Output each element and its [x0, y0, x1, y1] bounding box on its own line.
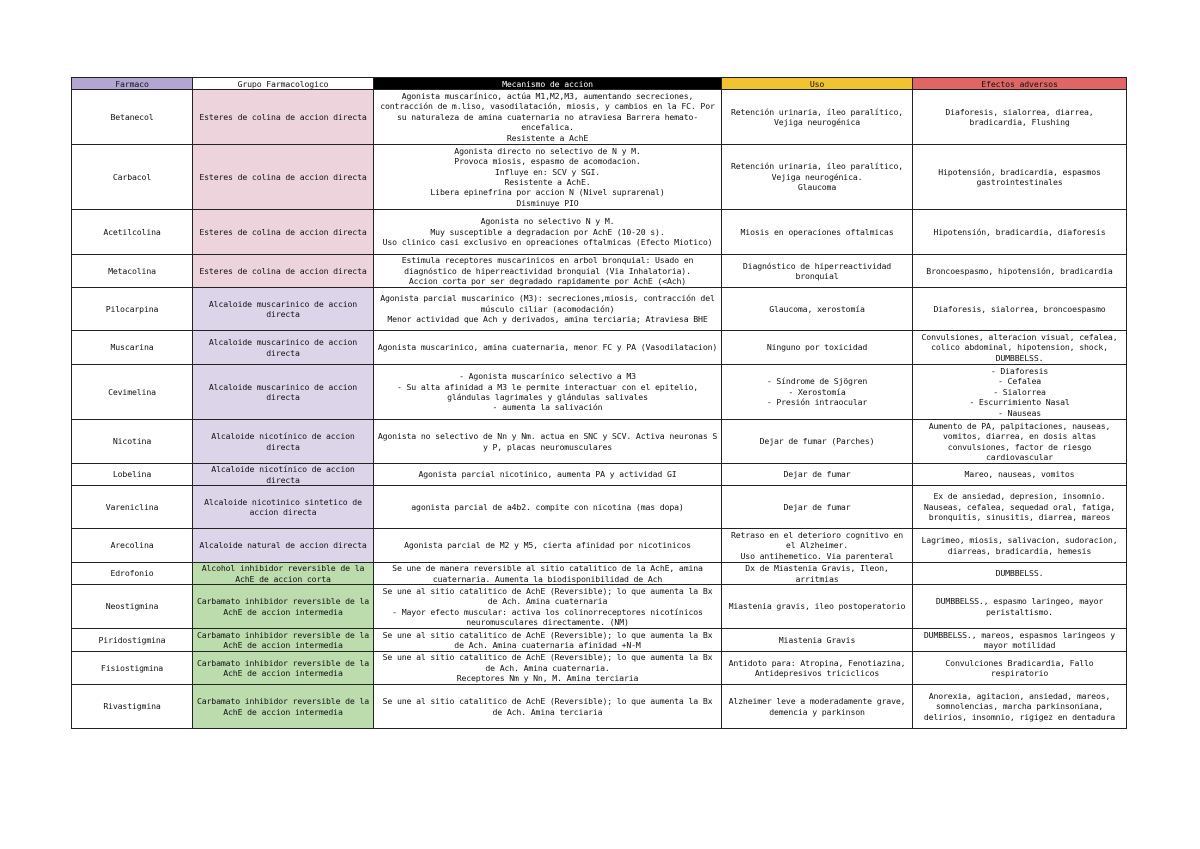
drug-adverse-effects: Convulciones Bradicardia, Fallo respiratorio	[913, 652, 1127, 685]
drug-group: Carbamato inhibidor reversible de la AchE de accion intermedia	[193, 585, 374, 629]
drug-mechanism: Agonista muscarínico, actúa M1,M2,M3, aumentando secreciones, contracción de m.liso, vasodilatación, miosis, y cambios en la FC. Por su naturaleza de amina cuaternaria no atraviesa Barrera hemato-encefalica. Resistente a AchE	[374, 90, 722, 145]
drug-group: Carbamato inhibidor reversible de la AchE de accion intermedia	[193, 685, 374, 729]
drug-group: Alcaloide natural de accion directa	[193, 529, 374, 563]
drug-adverse-effects: Hipotensión, bradicardia, espasmos gastrointestinales	[913, 145, 1127, 210]
table-row	[72, 210, 1127, 255]
drug-name: Carbacol	[72, 145, 193, 210]
table-row	[72, 90, 1127, 145]
drug-group: Alcaloide nicotínico de accion directa	[193, 420, 374, 464]
drug-mechanism: Agonista directo no selectivo de N y M. Provoca miosis, espasmo de acomodacion. Influye en: SCV y SGI. Resistente a AchE. Libera epinefrina por accion N (Nivel suprarenal) Disminuye PIO	[374, 145, 722, 210]
drug-mechanism: Se une de manera reversible al sitio catalitico de la AchE, amina cuaternaria. Aumenta la biodisponibilidad de Ach	[374, 563, 722, 585]
drug-group: Alcaloide muscarinico de accion directa	[193, 331, 374, 365]
drug-use: Ninguno por toxicidad	[722, 331, 913, 365]
drug-mechanism: Agonista muscarinico, amina cuaternaria, menor FC y PA (Vasodilatacion)	[374, 331, 722, 365]
header-row	[72, 78, 1127, 90]
drug-use: Diagnóstico de hiperreactividad bronquial	[722, 255, 913, 288]
drug-use: Dx de Miastenia Gravis, Ileon, arritmias	[722, 563, 913, 585]
drug-adverse-effects: Ex de ansiedad, depresion, insomnio. Nauseas, cefalea, sequedad oral, fatiga, bronquitis, sinusitis, diarrea, mareos	[913, 486, 1127, 529]
drug-use: Dejar de fumar	[722, 464, 913, 486]
header-farmaco: Farmaco	[72, 78, 193, 90]
drug-use: Dejar de fumar (Parches)	[722, 420, 913, 464]
table-row	[72, 331, 1127, 365]
table-row	[72, 365, 1127, 420]
drug-mechanism: Agonista parcial muscarinico (M3): secreciones,miosis, contracción del músculo ciliar (acomodación) Menor actividad que Ach y derivados, amina terciaria; Atraviesa BHE	[374, 288, 722, 331]
drug-adverse-effects: Lagrimeo, miosis, salivacion, sudoracion, diarreas, bradicardia, hemesis	[913, 529, 1127, 563]
drug-adverse-effects: DUMBBELSS., mareos, espasmos laringeos y mayor motilidad	[913, 629, 1127, 652]
drug-adverse-effects: Anorexia, agitacion, ansiedad, mareos, somnolencias, marcha parkinsoniana, delirios, insomnio, rigigez en dentadura	[913, 685, 1127, 729]
drug-name: Neostigmina	[72, 585, 193, 629]
drug-group: Esteres de colina de accion directa	[193, 255, 374, 288]
drug-mechanism: Estimula receptores muscarinicos en arbol bronquial: Usado en diagnóstico de hiperreactividad bronquial (Via Inhalatoria). Accion corta por ser degradado rapidamente por AchE (<Ach)	[374, 255, 722, 288]
drug-group: Alcohol inhibidor reversible de la AchE de accion corta	[193, 563, 374, 585]
table-row	[72, 685, 1127, 729]
drug-adverse-effects: Diaforesis, sialorrea, diarrea, bradicardia, Flushing	[913, 90, 1127, 145]
table-row	[72, 629, 1127, 652]
drug-name: Nicotina	[72, 420, 193, 464]
drug-name: Metacolina	[72, 255, 193, 288]
drug-name: Rivastigmina	[72, 685, 193, 729]
drug-name: Edrofonio	[72, 563, 193, 585]
drug-use: Miastenia Gravis	[722, 629, 913, 652]
drug-name: Cevimelina	[72, 365, 193, 420]
table-row	[72, 288, 1127, 331]
table-row	[72, 255, 1127, 288]
drug-mechanism: - Agonista muscarínico selectivo a M3 - Su alta afinidad a M3 le permite interactuar con el epitelio, glándulas lagrimales y glándulas salivales - aumenta la salivación	[374, 365, 722, 420]
header-mecanismo: Mecanismo de accion	[374, 78, 722, 90]
drug-mechanism: Se une al sitio catalitico de AchE (Reversible); lo que aumenta la Bx de Ach. Amina terciaria	[374, 685, 722, 729]
drug-group: Alcaloide muscarinico de accion directa	[193, 288, 374, 331]
drug-adverse-effects: DUMBBELSS.	[913, 563, 1127, 585]
drug-name: Acetilcolina	[72, 210, 193, 255]
drug-adverse-effects: Mareo, nauseas, vomitos	[913, 464, 1127, 486]
table-row	[72, 464, 1127, 486]
header-uso: Uso	[722, 78, 913, 90]
drug-use: - Síndrome de Sjögren - Xerostomía - Presión intraocular	[722, 365, 913, 420]
drug-name: Fisiostigmina	[72, 652, 193, 685]
drug-mechanism: Se une al sitio catalitico de AchE (Reversible); lo que aumenta la Bx de Ach. Amina cuaternaria. Receptores Nm y Nn, M. Amina terciaria	[374, 652, 722, 685]
table-row	[72, 145, 1127, 210]
table-row	[72, 486, 1127, 529]
drug-use: Retención urinaria, íleo paralítico, Vejiga neurogénica. Glaucoma	[722, 145, 913, 210]
drug-name: Vareniclina	[72, 486, 193, 529]
drug-name: Arecolina	[72, 529, 193, 563]
drug-mechanism: Se une al sitio catalitico de AchE (Reversible); lo que aumenta la Bx de Ach. Amina cuaternaria afinidad +N-M	[374, 629, 722, 652]
drug-mechanism: Agonista parcial de M2 y M5, cierta afinidad por nicotinicos	[374, 529, 722, 563]
drug-adverse-effects: Convulsiones, alteracion visual, cefalea, colico abdominal, hipotension, shock, DUMBBELSS.	[913, 331, 1127, 365]
drug-use: Miosis en operaciones oftalmicas	[722, 210, 913, 255]
drug-name: Muscarina	[72, 331, 193, 365]
drug-adverse-effects: - Diaforesis - Cefalea - Sialorrea - Escurrimiento Nasal - Nauseas	[913, 365, 1127, 420]
drug-use: Retención urinaria, íleo paralítico, Vejiga neurogénica	[722, 90, 913, 145]
drug-mechanism: agonista parcial de a4b2. compite con nicotina (mas dopa)	[374, 486, 722, 529]
drug-use: Antidoto para: Atropina, Fenotiazina, Antidepresivos triciclicos	[722, 652, 913, 685]
drug-adverse-effects: Hipotensión, bradicardia, diaforesis	[913, 210, 1127, 255]
drug-adverse-effects: DUMBBELSS., espasmo laringeo, mayor peristaltismo.	[913, 585, 1127, 629]
drug-use: Miastenia gravis, ileo postoperatorio	[722, 585, 913, 629]
table-row	[72, 529, 1127, 563]
drug-use: Dejar de fumar	[722, 486, 913, 529]
drug-name: Lobelina	[72, 464, 193, 486]
drug-mechanism: Agonista parcial nicotinico, aumenta PA y actividad GI	[374, 464, 722, 486]
drug-name: Pilocarpina	[72, 288, 193, 331]
drug-group: Carbamato inhibidor reversible de la AchE de accion intermedia	[193, 629, 374, 652]
drug-group: Alcaloide nicotinico sintetico de accion directa	[193, 486, 374, 529]
drug-use: Glaucoma, xerostomía	[722, 288, 913, 331]
drug-group: Esteres de colina de accion directa	[193, 210, 374, 255]
drug-group: Alcaloide nicotínico de accion directa	[193, 464, 374, 486]
drug-adverse-effects: Broncoespasmo, hipotensión, bradicardia	[913, 255, 1127, 288]
drug-name: Betanecol	[72, 90, 193, 145]
drug-mechanism: Se une al sitio catalitico de AchE (Reversible); lo que aumenta la Bx de Ach. Amina cuaternaria - Mayor efecto muscular: activa los colinorreceptores nicotínicos neuromusculares directamente. (NM)	[374, 585, 722, 629]
table-row	[72, 563, 1127, 585]
header-efectos: Efectos adversos	[913, 78, 1127, 90]
drug-group: Esteres de colina de accion directa	[193, 145, 374, 210]
drug-adverse-effects: Aumento de PA, palpitaciones, nauseas, vomitos, diarrea, en dosis altas convulsiones, factor de riesgo cardiovascular	[913, 420, 1127, 464]
table-row	[72, 585, 1127, 629]
drug-use: Alzheimer leve a moderadamente grave, demencia y parkinson	[722, 685, 913, 729]
drug-use: Retraso en el deterioro cognitivo en el Alzheimer. Uso antihemetico. Via parenteral	[722, 529, 913, 563]
drug-mechanism: Agonista no selectivo de Nn y Nm. actua en SNC y SCV. Activa neuronas S y P, placas neuromusculares	[374, 420, 722, 464]
table-row	[72, 420, 1127, 464]
pharmacology-table	[71, 77, 1127, 729]
drug-group: Esteres de colina de accion directa	[193, 90, 374, 145]
drug-name: Piridostigmina	[72, 629, 193, 652]
drug-group: Carbamato inhibidor reversible de la AchE de accion intermedia	[193, 652, 374, 685]
drug-mechanism: Agonista no selectivo N y M. Muy susceptible a degradacion por AchE (10-20 s). Uso clinico casi exclusivo en opreaciones oftalmicas (Efecto Miotico)	[374, 210, 722, 255]
drug-group: Alcaloide muscarinico de accion directa	[193, 365, 374, 420]
drug-adverse-effects: Diaforesis, sialorrea, broncoespasmo	[913, 288, 1127, 331]
header-grupo: Grupo Farmacologico	[193, 78, 374, 90]
table-row	[72, 652, 1127, 685]
